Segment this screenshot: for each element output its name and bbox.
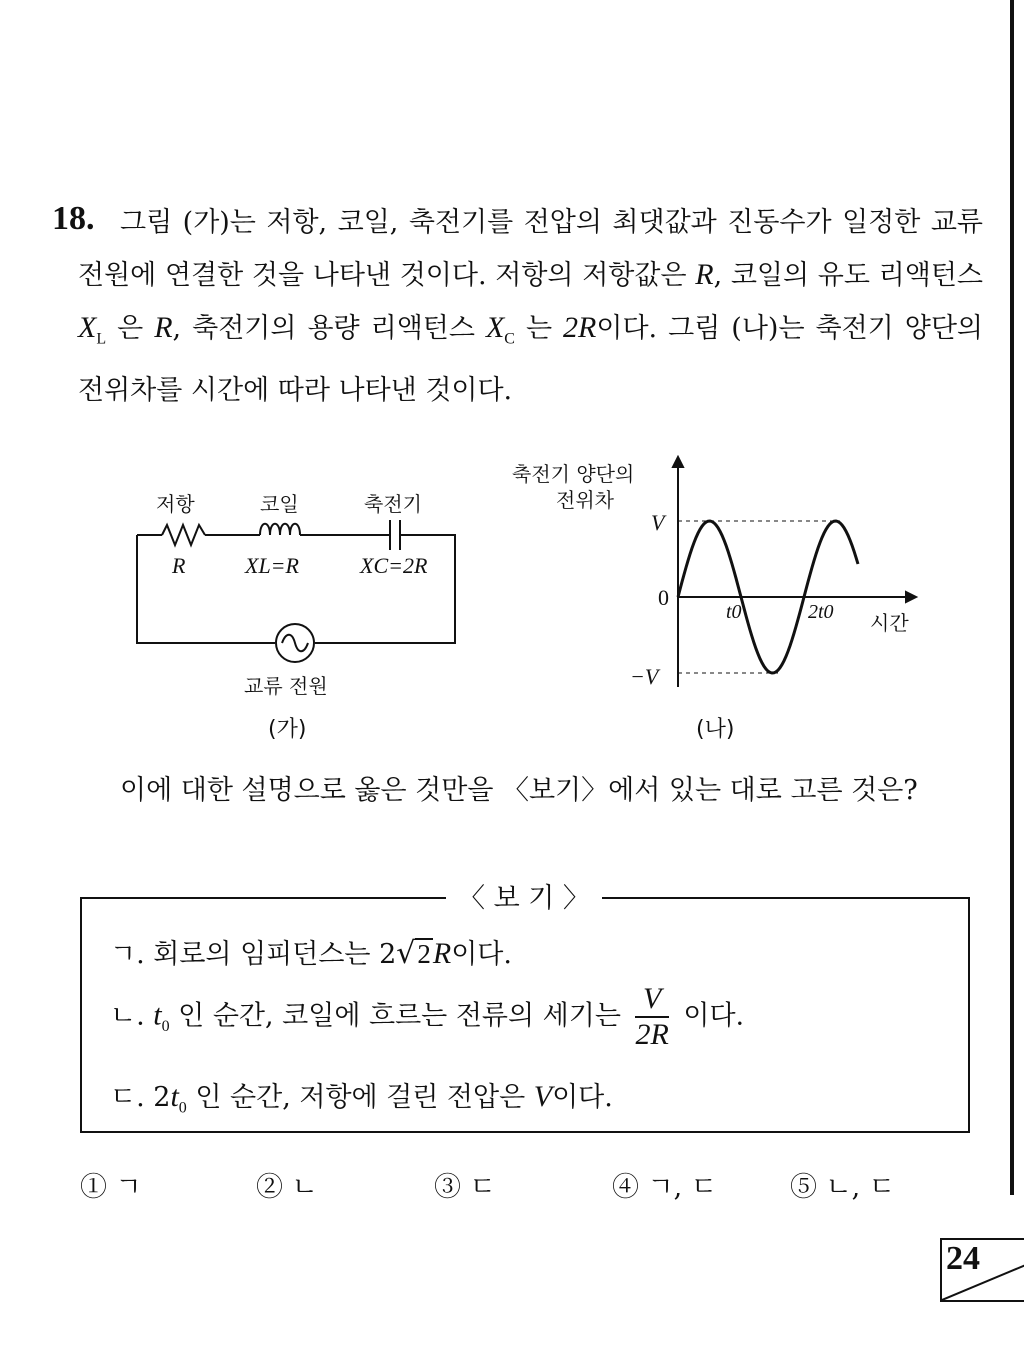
choice-2[interactable]: ② ㄴ <box>256 1172 318 1203</box>
choice-4[interactable]: ④ ㄱ, ㄷ <box>612 1172 717 1203</box>
figure-b-label: (나) <box>696 717 735 742</box>
graph-vmax-label: V <box>651 510 665 535</box>
bogi-item-2: ㄴ. $t_0$ 인 순간, 코일에 흐르는 전류의 세기는 $\frac{V}{2R}$ 이다. <box>110 982 745 1051</box>
x-axis-arrow <box>906 592 916 602</box>
resistor-label: 저항 <box>156 492 195 516</box>
choice-1[interactable]: ① ㄱ <box>80 1172 142 1203</box>
choice-5[interactable]: ⑤ ㄴ, ㄷ <box>790 1172 895 1203</box>
question-prompt: 이에 대한 설명으로 옳은 것만을 〈보기〉에서 있는 대로 고른 것은? <box>120 775 918 806</box>
graph-zero-label: 0 <box>658 585 669 610</box>
coil-symbol <box>260 524 300 535</box>
voltage-graph <box>620 455 920 695</box>
graph-xlabel: 시간 <box>870 611 909 635</box>
graph-ylabel-line1: 축전기 양단의 <box>512 462 635 486</box>
capacitor-label: 축전기 <box>364 492 422 516</box>
question-text: 그림 (가)는 저항, 코일, 축전기를 전압의 최댓값과 진동수가 일정한 교류 전원에 연결한 것을 나타낸 것이다. 저항의 저항값은 R, 코일의 유도 리액턴스 $X_L$ 은 R, 축전기의 용량 리액턴스 $X_C$ 는 2R이다. 그림 (나)는 축전기 양단의 전위차를 시간에 따라 나타낸 것이다. <box>78 207 984 407</box>
graph-ylabel-line2: 전위차 <box>556 488 614 512</box>
fraction: $\frac{V}{2R}$ <box>635 982 669 1051</box>
resistor-symbol <box>162 525 205 545</box>
page-number: 24 <box>946 1240 980 1277</box>
right-margin-rule <box>1010 0 1014 1195</box>
graph-2t0-tick: 2t0 <box>808 601 834 623</box>
capacitor-value: XC=2R <box>360 553 428 578</box>
source-label: 교류 전원 <box>244 674 328 698</box>
figure-a-label: (가) <box>268 717 307 742</box>
graph-vmin-label: −V <box>630 664 659 689</box>
coil-value: XL=R <box>245 553 299 578</box>
graph-t0-tick: t0 <box>726 601 742 623</box>
coil-label: 코일 <box>260 492 299 516</box>
y-axis-arrow <box>673 457 683 467</box>
bogi-title: 〈 보 기 〉 <box>446 876 602 915</box>
resistor-value: R <box>172 553 186 578</box>
choice-3[interactable]: ③ ㄷ <box>434 1172 496 1203</box>
bogi-item-1: ㄱ. 회로의 임피던스는 2√2R이다. <box>110 936 512 971</box>
question-number: 18. <box>52 200 95 237</box>
bogi-item-3: ㄷ. $2t_0$ 인 순간, 저항에 걸린 전압은 V이다. <box>110 1080 613 1117</box>
